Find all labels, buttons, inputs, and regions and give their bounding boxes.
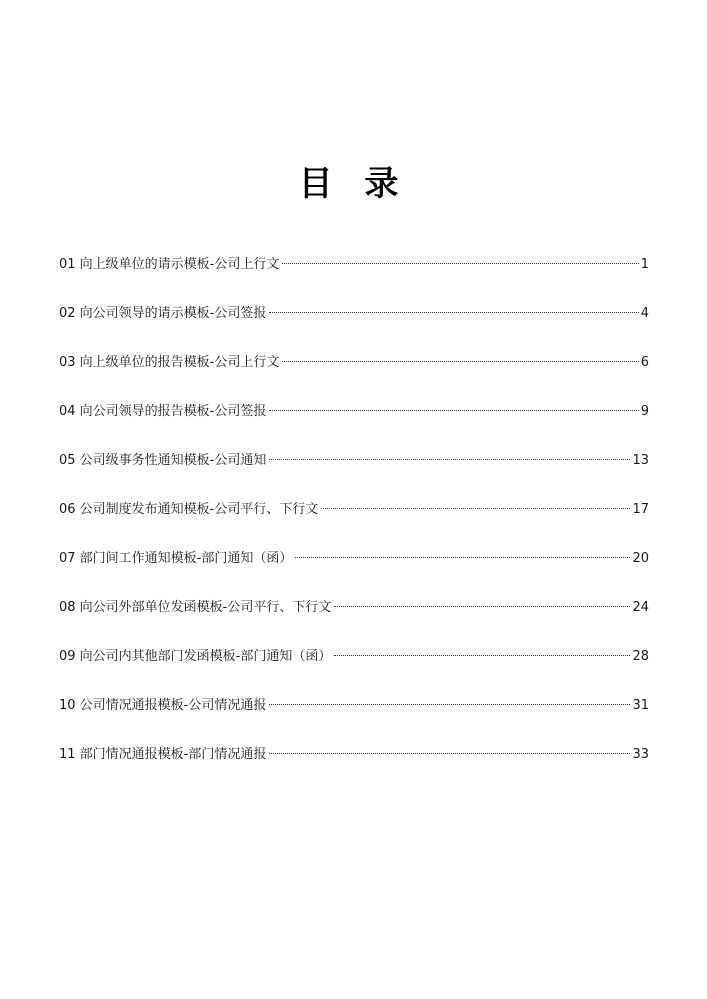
toc-entry-label: 04 向公司领导的报告模板-公司签报 — [59, 404, 267, 419]
toc-entry-page: 13 — [632, 453, 649, 468]
toc-dot-leader — [282, 361, 638, 362]
toc-dot-leader — [334, 655, 630, 656]
toc-entry-label: 03 向上级单位的报告模板-公司上行文 — [59, 355, 280, 370]
toc-entry-page: 24 — [632, 600, 649, 615]
toc-dot-leader — [269, 410, 638, 411]
toc-entry[interactable] — [59, 644, 649, 693]
toc-entry-page: 33 — [632, 747, 649, 762]
toc-entry[interactable] — [59, 301, 649, 350]
toc-entry-label: 01 向上级单位的请示模板-公司上行文 — [59, 257, 280, 272]
toc-entry[interactable] — [59, 546, 649, 595]
toc-dot-leader — [282, 263, 638, 264]
toc-entry-page: 17 — [632, 502, 649, 517]
toc-entry-label: 05 公司级事务性通知模板-公司通知 — [59, 453, 267, 468]
toc-entry-page: 4 — [640, 306, 649, 321]
toc-entry[interactable] — [59, 497, 649, 546]
toc-entry-label: 07 部门间工作通知模板-部门通知（函） — [59, 551, 293, 566]
toc-entry-label: 02 向公司领导的请示模板-公司签报 — [59, 306, 267, 321]
toc-entry[interactable] — [59, 595, 649, 644]
toc-dot-leader — [269, 753, 630, 754]
toc-entry-label: 11 部门情况通报模板-部门情况通报 — [59, 747, 267, 762]
toc-entry[interactable] — [59, 448, 649, 497]
toc-entry-page: 9 — [640, 404, 649, 419]
toc-entry[interactable] — [59, 350, 649, 399]
toc-entry[interactable] — [59, 252, 649, 301]
toc-entry[interactable] — [59, 742, 649, 791]
toc-dot-leader — [334, 606, 630, 607]
toc-entry-label: 09 向公司内其他部门发函模板-部门通知（函） — [59, 649, 332, 664]
toc-entry-label: 10 公司情况通报模板-公司情况通报 — [59, 698, 267, 713]
toc-entry-page: 28 — [632, 649, 649, 664]
toc-title: 目 录 — [298, 164, 409, 204]
toc-dot-leader — [321, 508, 630, 509]
toc-dot-leader — [269, 704, 630, 705]
toc-dot-leader — [269, 312, 638, 313]
toc-entry-page: 31 — [632, 698, 649, 713]
toc-entry-label: 06 公司制度发布通知模板-公司平行、下行文 — [59, 502, 319, 517]
toc-entry-page: 20 — [632, 551, 649, 566]
toc-entry-label: 08 向公司外部单位发函模板-公司平行、下行文 — [59, 600, 332, 615]
toc-entry-page: 6 — [640, 355, 649, 370]
toc-entry-page: 1 — [640, 257, 649, 272]
toc-dot-leader — [269, 459, 630, 460]
toc-dot-leader — [295, 557, 630, 558]
toc-list — [59, 252, 649, 791]
toc-entry[interactable] — [59, 693, 649, 742]
toc-entry[interactable] — [59, 399, 649, 448]
